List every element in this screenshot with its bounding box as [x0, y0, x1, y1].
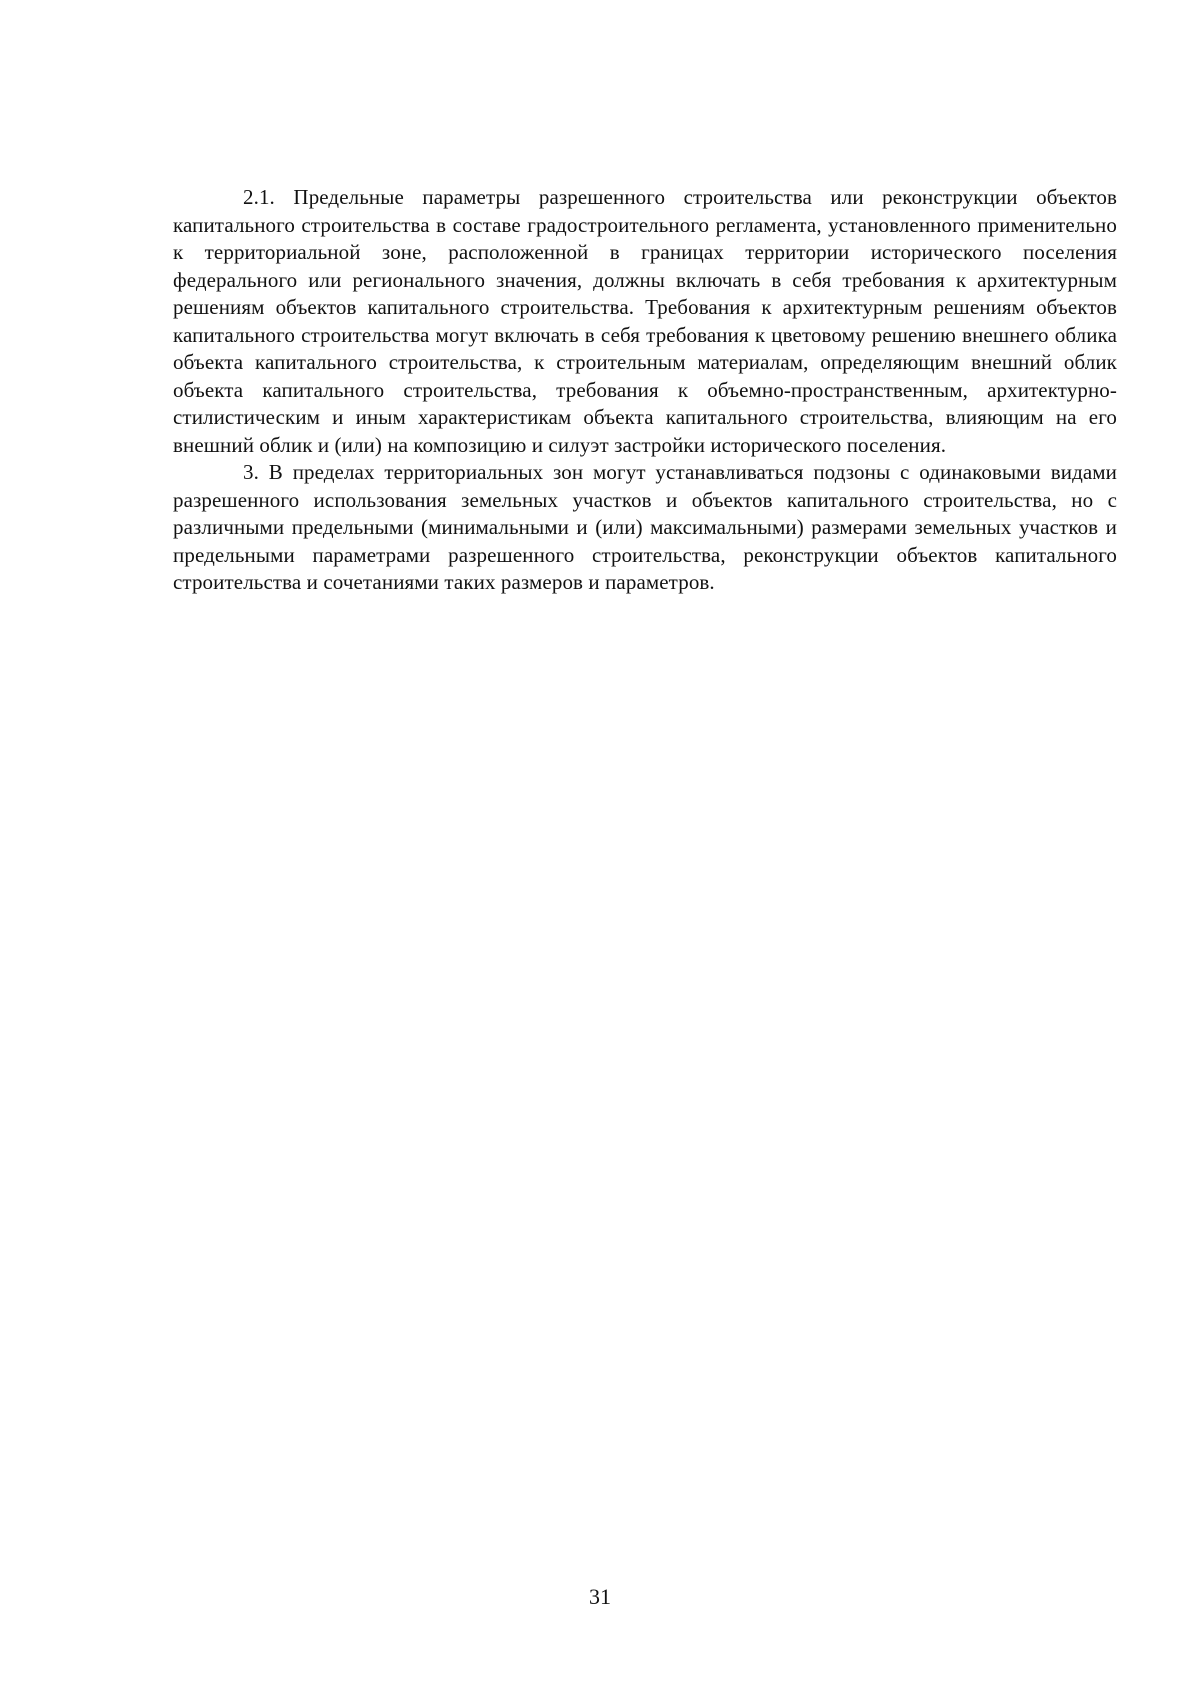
body-text — [173, 184, 1117, 597]
page-number: 31 — [589, 1584, 611, 1609]
paragraph-2-1: 2.1. Предельные параметры разрешенного строительства или реконструкции объектов капитального строительства в составе градостроительного регламента, установленного применительно к территориальной зоне, расположенной в границах территории исторического поселения федерального или регионального значения, должны включать в себя требования к архитектурным решениям объектов капитального строительства. Требования к архитектурным решениям объектов капитального строительства могут включать в себя требования к цветовому решению внешнего облика объекта капитального строительства, к строительным материалам, определяющим внешний облик объекта капитального строительства, требования к объемно-пространственным, архитектурно-стилистическим и иным характеристикам объекта капитального строительства, влияющим на его внешний облик и (или) на композицию и силуэт застройки исторического поселения. — [173, 185, 1117, 457]
paragraph-3: 3. В пределах территориальных зон могут устанавливаться подзоны с одинаковыми видами разрешенного использования земельных участков и объектов капитального строительства, но с различными предельными (минимальными и (или) максимальными) размерами земельных участков и предельными параметрами разрешенного строительства, реконструкции объектов капитального строительства и сочетаниями таких размеров и параметров. — [173, 460, 1117, 594]
